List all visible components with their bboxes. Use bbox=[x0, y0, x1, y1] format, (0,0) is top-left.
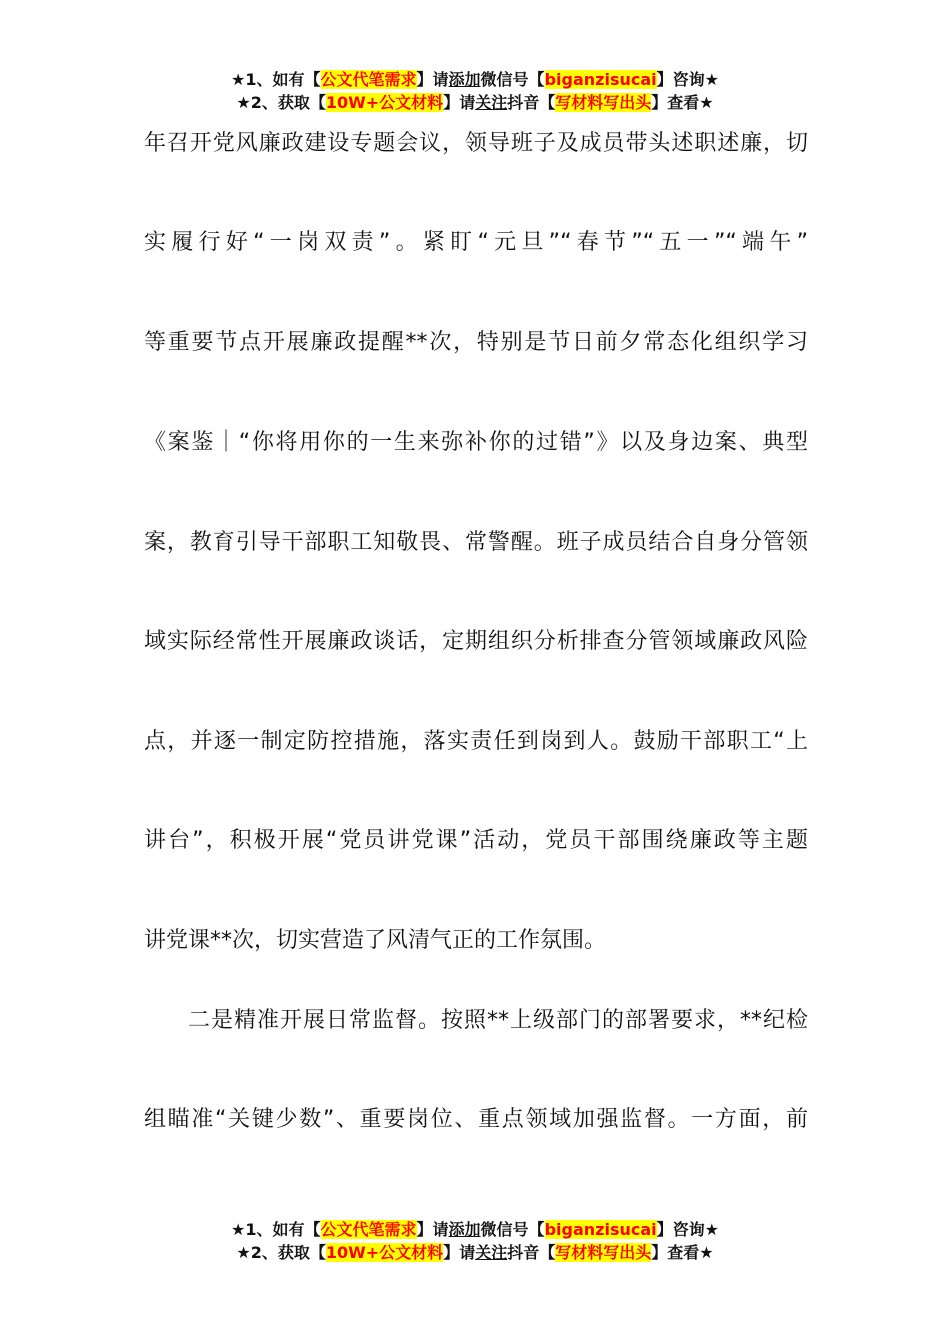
banner-line-1 bbox=[0, 68, 950, 91]
highlight-ghostwriting: 公文代笔需求 bbox=[320, 70, 417, 89]
underlined-follow: 关注 bbox=[475, 93, 508, 112]
banner-text: 】查看★ bbox=[651, 93, 714, 112]
banner-text: 抖音【 bbox=[507, 93, 556, 112]
banner-text: 】咨询★ bbox=[656, 1220, 719, 1239]
body-line: 组瞄准“关键少数”、重要岗位、重点领域加强监督。一方面，前 bbox=[144, 1107, 808, 1132]
banner-text: 】咨询★ bbox=[656, 70, 719, 89]
banner-line-2 bbox=[0, 1241, 950, 1264]
body-line: 等重要节点开展廉政提醒**次，特别是节日前夕常态化组织学习 bbox=[144, 330, 808, 355]
body-line: 实履行好“一岗双责”。紧盯“元旦”“春节”“五一”“端午” bbox=[144, 230, 808, 255]
banner-line-2 bbox=[0, 91, 950, 114]
banner-text: 】查看★ bbox=[651, 1243, 714, 1262]
paragraph-start-line: 二是精准开展日常监督。按照**上级部门的部署要求，**纪检 bbox=[188, 1008, 808, 1033]
banner-text: 微信号【 bbox=[480, 1220, 545, 1239]
footer-banner bbox=[0, 1218, 950, 1264]
underlined-follow: 关注 bbox=[475, 1243, 508, 1262]
highlight-ghostwriting: 公文代笔需求 bbox=[320, 1220, 417, 1239]
highlight-wechat-id: biganzisucai bbox=[544, 70, 657, 89]
body-line: 年召开党风廉政建设专题会议，领导班子及成员带头述职述廉，切 bbox=[144, 131, 808, 156]
body-line: 讲台”，积极开展“党员讲党课”活动，党员干部围绕廉政等主题 bbox=[144, 828, 808, 853]
highlight-wechat-id: biganzisucai bbox=[544, 1220, 657, 1239]
banner-text: 】请 bbox=[443, 93, 476, 112]
banner-text: ★1、如有【 bbox=[231, 70, 321, 89]
banner-text: 】请 bbox=[416, 1220, 449, 1239]
banner-text: ★1、如有【 bbox=[231, 1220, 321, 1239]
body-line: 《案鉴｜“你将用你的一生来弥补你的过错”》以及身边案、典型 bbox=[144, 430, 808, 455]
body-line: 案，教育引导干部职工知敬畏、常警醒。班子成员结合自身分管领 bbox=[144, 530, 808, 555]
body-line: 域实际经常性开展廉政谈话，定期组织分析排查分管领域廉政风险 bbox=[144, 629, 808, 654]
body-line: 讲党课**次，切实营造了风清气正的工作氛围。 bbox=[144, 928, 607, 953]
banner-text: 微信号【 bbox=[480, 70, 545, 89]
banner-text: 】请 bbox=[443, 1243, 476, 1262]
body-line: 点，并逐一制定防控措施，落实责任到岗到人。鼓励干部职工“上 bbox=[144, 729, 808, 754]
underlined-add: 添加 bbox=[448, 1220, 481, 1239]
underlined-add: 添加 bbox=[448, 70, 481, 89]
highlight-materials: 10W+公文材料 bbox=[325, 93, 444, 112]
header-banner bbox=[0, 68, 950, 114]
banner-text: ★2、获取【 bbox=[236, 93, 326, 112]
banner-text: 】请 bbox=[416, 70, 449, 89]
banner-line-1 bbox=[0, 1218, 950, 1241]
banner-text: ★2、获取【 bbox=[236, 1243, 326, 1262]
highlight-materials: 10W+公文材料 bbox=[325, 1243, 444, 1262]
highlight-douyin-account: 写材料写出头 bbox=[555, 1243, 652, 1262]
banner-text: 抖音【 bbox=[507, 1243, 556, 1262]
highlight-douyin-account: 写材料写出头 bbox=[555, 93, 652, 112]
